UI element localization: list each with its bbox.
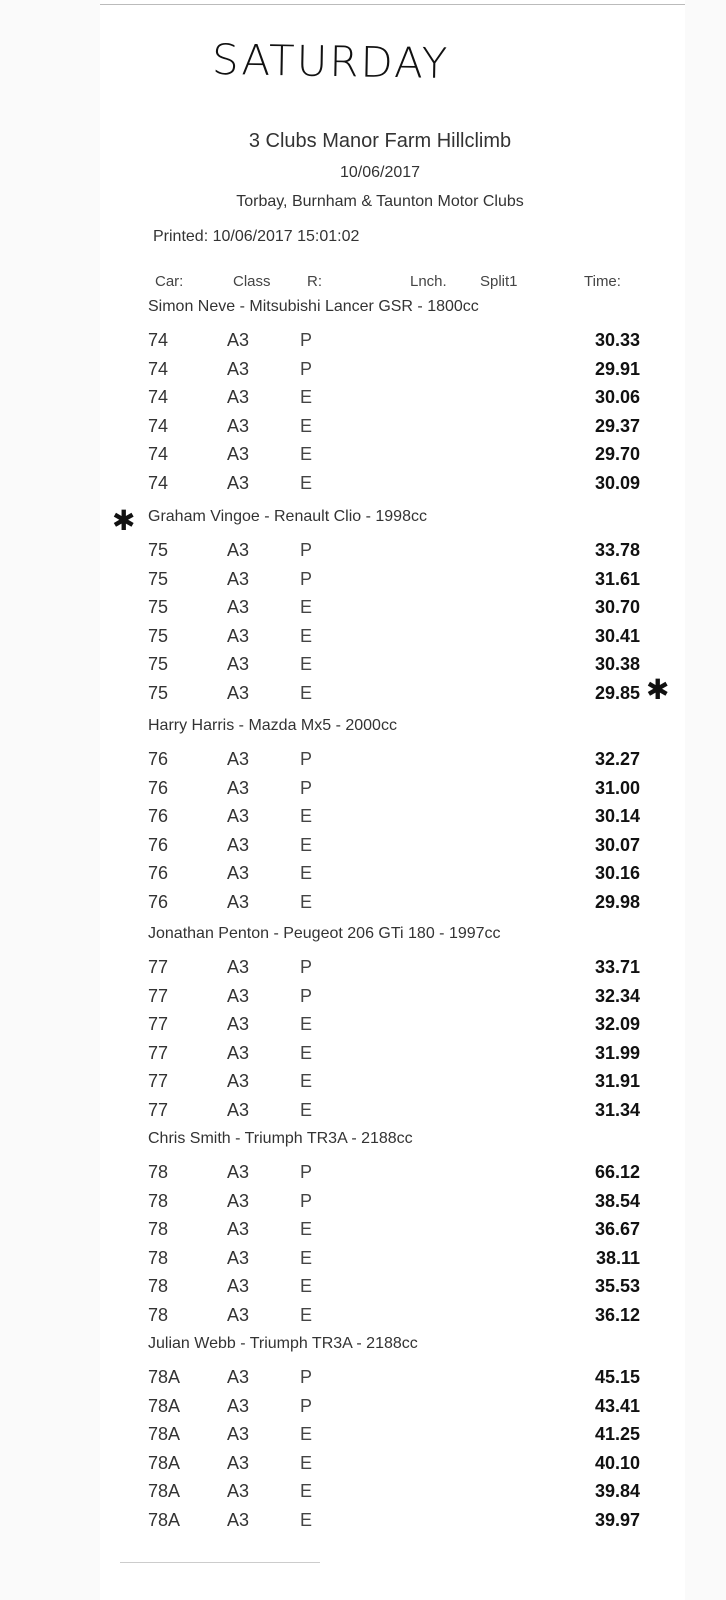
run-row	[0, 957, 726, 985]
class-code: A3	[227, 1367, 250, 1387]
car-number: 78A	[148, 1452, 181, 1473]
run-time: 35.53	[594, 1276, 640, 1296]
run-row	[0, 1043, 726, 1071]
run-time: 29.37	[594, 415, 640, 436]
class-code: A3	[227, 1395, 250, 1416]
run-type: E	[300, 1509, 313, 1530]
car-number: 77	[148, 957, 169, 977]
run-row	[0, 1367, 726, 1395]
run-type: E	[300, 1247, 313, 1268]
class-code: A3	[227, 1071, 250, 1091]
run-row	[0, 1276, 726, 1304]
organising-clubs: Torbay, Burnham & Taunton Motor Clubs	[236, 193, 524, 210]
car-number: 78A	[148, 1367, 181, 1387]
paper-top-edge	[100, 4, 685, 5]
car-number: 74	[148, 387, 169, 407]
run-type: E	[300, 472, 313, 493]
car-number: 76	[148, 749, 169, 769]
run-time: 30.41	[594, 625, 640, 646]
run-time: 36.12	[594, 1304, 640, 1325]
run-type: E	[300, 387, 313, 407]
run-time: 33.71	[594, 957, 640, 977]
class-code: A3	[227, 1452, 250, 1473]
run-type: P	[300, 540, 313, 560]
car-number: 76	[148, 806, 169, 826]
class-code: A3	[227, 985, 250, 1006]
event-date: 10/06/2017	[339, 164, 421, 181]
class-code: A3	[227, 654, 250, 674]
run-row	[0, 654, 726, 682]
column-header-time: Time:	[584, 273, 621, 290]
run-time: 45.15	[594, 1367, 640, 1387]
run-row	[0, 1305, 726, 1333]
car-number: 78	[148, 1304, 169, 1325]
run-row	[0, 416, 726, 444]
class-code: A3	[227, 891, 250, 912]
car-number: 78	[148, 1219, 169, 1239]
run-time: 39.84	[594, 1481, 640, 1501]
run-type: P	[300, 1367, 313, 1387]
run-row	[0, 540, 726, 568]
column-header-split1: Split1	[480, 273, 518, 290]
handwritten-title: SATURDAY	[211, 34, 450, 88]
run-row	[0, 387, 726, 415]
run-type: E	[300, 1424, 313, 1444]
run-type: E	[300, 654, 313, 674]
column-header-car: Car:	[155, 273, 184, 290]
run-row	[0, 330, 726, 358]
run-type: E	[300, 891, 313, 912]
run-type: E	[300, 597, 313, 617]
run-row	[0, 986, 726, 1014]
run-row	[0, 835, 726, 863]
car-number: 74	[148, 472, 169, 493]
run-row	[0, 1014, 726, 1042]
asterisk-mark-icon: ✱	[112, 505, 136, 536]
run-type: E	[300, 863, 313, 883]
run-time: 36.67	[594, 1219, 640, 1239]
class-code: A3	[227, 806, 250, 826]
class-code: A3	[227, 330, 250, 350]
car-number: 77	[148, 1042, 169, 1063]
run-row	[0, 863, 726, 891]
run-row	[0, 1481, 726, 1509]
paper-bottom-edge	[120, 1562, 320, 1563]
run-row	[0, 1248, 726, 1276]
car-number: 77	[148, 1071, 169, 1091]
car-number: 75	[148, 568, 169, 589]
run-type: P	[300, 777, 313, 798]
run-time: 30.70	[594, 597, 640, 617]
run-time: 38.54	[594, 1190, 640, 1211]
run-type: P	[300, 358, 313, 379]
run-time: 29.70	[594, 444, 640, 464]
class-code: A3	[227, 834, 250, 855]
run-type: E	[300, 625, 313, 646]
event-title: 3 Clubs Manor Farm Hillclimb	[248, 130, 512, 152]
run-time: 30.33	[594, 330, 640, 350]
car-number: 75	[148, 597, 169, 617]
entry-name: Graham Vingoe - Renault Clio - 1998cc	[148, 508, 427, 525]
class-code: A3	[227, 1042, 250, 1063]
run-time: 31.34	[594, 1099, 640, 1120]
run-time: 32.34	[594, 985, 640, 1006]
run-type: E	[300, 1099, 313, 1120]
column-header-class: Class	[233, 273, 271, 290]
run-time: 30.09	[594, 472, 640, 493]
run-time: 32.09	[594, 1014, 640, 1034]
run-row	[0, 1100, 726, 1128]
car-number: 77	[148, 1099, 169, 1120]
car-number: 76	[148, 891, 169, 912]
run-time: 30.07	[594, 834, 640, 855]
run-row	[0, 359, 726, 387]
run-type: P	[300, 957, 313, 977]
run-row	[0, 626, 726, 654]
run-row	[0, 569, 726, 597]
run-type: E	[300, 1304, 313, 1325]
class-code: A3	[227, 1481, 250, 1501]
run-type: E	[300, 415, 313, 436]
run-type: P	[300, 568, 313, 589]
class-code: A3	[227, 1509, 250, 1530]
run-type: P	[300, 1162, 313, 1182]
car-number: 75	[148, 625, 169, 646]
run-type: P	[300, 1190, 313, 1211]
run-row	[0, 1424, 726, 1452]
run-row	[0, 597, 726, 625]
class-code: A3	[227, 682, 250, 703]
class-code: A3	[227, 1014, 250, 1034]
run-type: P	[300, 1395, 313, 1416]
run-time: 66.12	[594, 1162, 640, 1182]
run-row	[0, 1191, 726, 1219]
car-number: 77	[148, 1014, 169, 1034]
entry-name: Julian Webb - Triumph TR3A - 2188cc	[148, 1335, 418, 1352]
class-code: A3	[227, 1162, 250, 1182]
run-type: E	[300, 1042, 313, 1063]
run-time: 33.78	[594, 540, 640, 560]
run-row	[0, 892, 726, 920]
run-row	[0, 806, 726, 834]
run-type: P	[300, 330, 313, 350]
car-number: 78	[148, 1276, 169, 1296]
run-row	[0, 1453, 726, 1481]
entry-name: Harry Harris - Mazda Mx5 - 2000cc	[148, 717, 397, 734]
run-time: 30.06	[594, 387, 640, 407]
run-row	[0, 778, 726, 806]
entry-name: Jonathan Penton - Peugeot 206 GTi 180 - 1997cc	[148, 925, 501, 942]
class-code: A3	[227, 957, 250, 977]
run-time: 43.41	[594, 1395, 640, 1416]
car-number: 78A	[148, 1424, 181, 1444]
printed-timestamp: Printed: 10/06/2017 15:01:02	[153, 228, 360, 245]
class-code: A3	[227, 749, 250, 769]
column-header-run: R:	[307, 273, 322, 290]
run-time: 38.11	[595, 1247, 640, 1268]
run-time: 41.25	[594, 1424, 640, 1444]
class-code: A3	[227, 472, 250, 493]
run-type: E	[300, 682, 313, 703]
entry-name: Chris Smith - Triumph TR3A - 2188cc	[148, 1130, 413, 1147]
car-number: 74	[148, 444, 169, 464]
run-time: 29.91	[594, 358, 640, 379]
asterisk-mark-icon: ✱	[646, 674, 670, 705]
run-type: P	[300, 749, 313, 769]
car-number: 75	[148, 682, 169, 703]
run-row	[0, 1219, 726, 1247]
car-number: 75	[148, 540, 169, 560]
class-code: A3	[227, 358, 250, 379]
run-row	[0, 1071, 726, 1099]
class-code: A3	[227, 777, 250, 798]
class-code: A3	[227, 597, 250, 617]
run-time: 31.00	[594, 777, 640, 798]
car-number: 76	[148, 863, 169, 883]
class-code: A3	[227, 1190, 250, 1211]
run-time: 31.61	[594, 568, 640, 589]
run-row	[0, 1510, 726, 1538]
class-code: A3	[227, 444, 250, 464]
run-type: E	[300, 1452, 313, 1473]
car-number: 75	[148, 654, 169, 674]
class-code: A3	[227, 863, 250, 883]
car-number: 77	[148, 985, 169, 1006]
run-type: E	[300, 1481, 313, 1501]
run-time: 30.14	[594, 806, 640, 826]
class-code: A3	[227, 1424, 250, 1444]
run-time: 40.10	[594, 1452, 640, 1473]
car-number: 78	[148, 1247, 169, 1268]
run-type: E	[300, 834, 313, 855]
run-row	[0, 473, 726, 501]
run-row	[0, 1396, 726, 1424]
column-header-launch: Lnch.	[410, 273, 447, 290]
class-code: A3	[227, 1219, 250, 1239]
run-row	[0, 749, 726, 777]
run-time: 29.85	[594, 682, 640, 703]
run-type: P	[300, 985, 313, 1006]
run-time: 32.27	[594, 749, 640, 769]
run-type: E	[300, 1276, 313, 1296]
run-row	[0, 444, 726, 472]
car-number: 78A	[148, 1481, 181, 1501]
class-code: A3	[227, 387, 250, 407]
class-code: A3	[227, 540, 250, 560]
class-code: A3	[227, 625, 250, 646]
run-time: 30.38	[594, 654, 640, 674]
car-number: 76	[148, 834, 169, 855]
car-number: 74	[148, 358, 169, 379]
class-code: A3	[227, 1247, 250, 1268]
class-code: A3	[227, 415, 250, 436]
run-time: 30.16	[594, 863, 640, 883]
run-time: 29.98	[594, 891, 640, 912]
car-number: 78	[148, 1162, 169, 1182]
class-code: A3	[227, 1099, 250, 1120]
class-code: A3	[227, 1304, 250, 1325]
car-number: 74	[148, 415, 169, 436]
run-type: E	[300, 444, 313, 464]
run-time: 39.97	[594, 1509, 640, 1530]
car-number: 78A	[148, 1395, 181, 1416]
run-type: E	[300, 1219, 313, 1239]
run-time: 31.99	[594, 1042, 640, 1063]
run-type: E	[300, 1014, 313, 1034]
run-row	[0, 683, 726, 711]
run-time: 31.91	[594, 1071, 640, 1091]
run-type: E	[300, 806, 313, 826]
class-code: A3	[227, 568, 250, 589]
class-code: A3	[227, 1276, 250, 1296]
entry-name: Simon Neve - Mitsubishi Lancer GSR - 1800cc	[148, 298, 479, 315]
car-number: 74	[148, 330, 169, 350]
run-row	[0, 1162, 726, 1190]
car-number: 76	[148, 777, 169, 798]
car-number: 78A	[148, 1509, 181, 1530]
car-number: 78	[148, 1190, 169, 1211]
run-type: E	[300, 1071, 313, 1091]
